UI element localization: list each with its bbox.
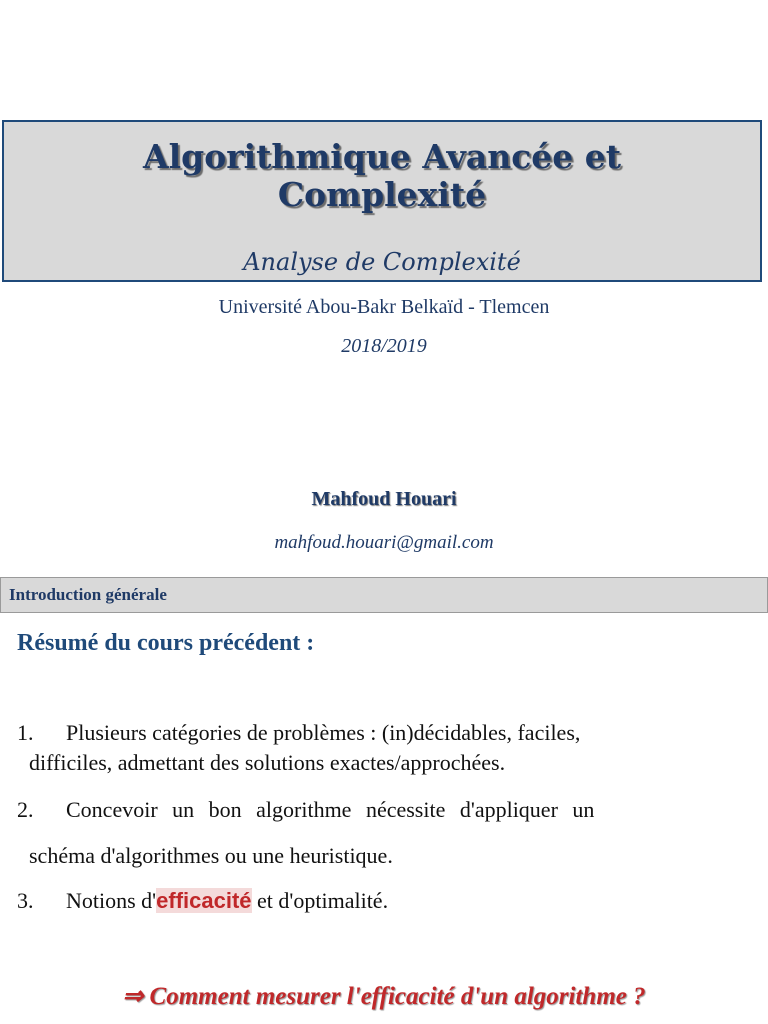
list-item-line	[17, 718, 751, 748]
list-item-number: 3.	[17, 888, 34, 913]
presentation-title	[4, 138, 760, 214]
summary-heading: Résumé du cours précédent :	[17, 630, 315, 656]
university-name: Université Abou-Bakr Belkaïd - Tlemcen	[218, 296, 550, 318]
list-item-text: Concevoir un bon algorithme nécessite d'appliquer un	[66, 797, 595, 822]
list-item	[17, 718, 751, 778]
highlight-efficiency: efficacité	[156, 888, 252, 913]
list-item-number: 1.	[17, 720, 34, 745]
list-item	[17, 795, 751, 871]
list-item-suffix: et d'optimalité.	[251, 888, 389, 913]
list-item-number: 2.	[17, 797, 34, 822]
list-item-line	[17, 795, 751, 825]
list-item-continuation: schéma d'algorithmes ou une heuristique.	[29, 843, 393, 868]
title-line-1: Algorithmique Avancée et	[142, 137, 622, 176]
title-line-2: Complexité	[277, 175, 487, 214]
key-question: ⇒ Comment mesurer l'efficacité d'un algorithme ?	[122, 983, 646, 1010]
title-box	[2, 120, 762, 282]
author-name: Mahfoud Houari	[311, 488, 457, 510]
academic-year: 2018/2019	[341, 335, 427, 357]
list-item	[17, 886, 751, 916]
list-item-text: Plusieurs catégories de problèmes : (in)décidables, faciles,	[66, 720, 581, 745]
list-item-prefix: Notions d'	[66, 888, 157, 913]
section-label: Introduction générale	[9, 585, 167, 604]
presentation-subtitle: Analyse de Complexité	[243, 248, 521, 276]
section-header	[0, 577, 768, 613]
list-item-continuation: difficiles, admettant des solutions exactes/approchées.	[29, 750, 506, 775]
author-email[interactable]: mahfoud.houari@gmail.com	[274, 532, 494, 553]
